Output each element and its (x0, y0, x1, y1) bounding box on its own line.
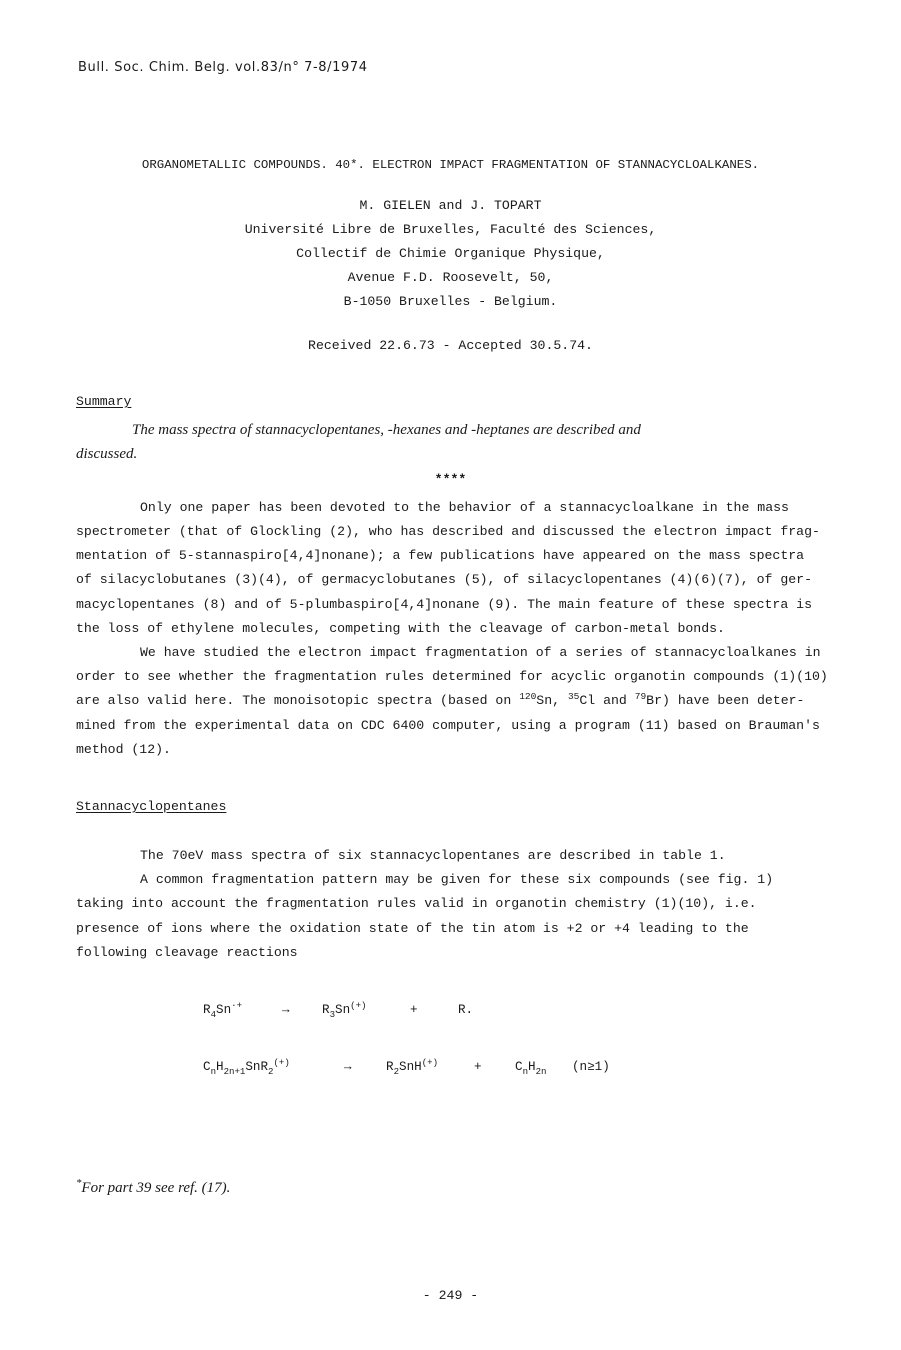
text-run: are also valid here. The monoisotopic spectra (based on (76, 693, 520, 708)
body-line: order to see whether the fragmentation rules determined for acyclic organotin compounds (1)(10) (76, 669, 828, 684)
summary-text: discussed. (76, 446, 138, 462)
summary-text: The mass spectra of stannacyclopentanes, -hexanes and -heptanes are described and (132, 422, 641, 438)
body-line: A common fragmentation pattern may be given for these six compounds (see fig. 1) (140, 872, 774, 887)
received-dates: Received 22.6.73 - Accepted 30.5.74. (308, 338, 593, 353)
body-line: mined from the experimental data on CDC 6400 computer, using a program (11) based on Brauman's (76, 718, 820, 733)
body-line: taking into account the fragmentation rules valid in organotin chemistry (1)(10), i.e. (76, 896, 757, 911)
eq2-arrow: → (344, 1060, 352, 1074)
affiliation-line: Avenue F.D. Roosevelt, 50, (347, 270, 554, 285)
body-line: macyclopentanes (8) and of 5-plumbaspiro[4,4]nonane (9). The main feature of these spectra is (76, 597, 812, 612)
eq1-reactant: $R_4Sn^{\cdot+}$ (203, 1000, 243, 1020)
eq2-reactant: $C_nH_{2n+1}SnR_2^{(+)}$ (203, 1057, 290, 1077)
body-line: We have studied the electron impact fragmentation of a series of stannacycloalkanes in (140, 645, 821, 660)
journal-citation: Bull. Soc. Chim. Belg. vol.83/n° 7-8/1974 (78, 60, 368, 75)
body-line: mentation of 5-stannaspiro[4,4]nonane); a few publications have appeared on the mass spectra (76, 548, 805, 563)
text-run: Sn, (536, 693, 568, 708)
eq1-product: $R_3Sn^{(+)}$ (322, 1000, 367, 1020)
affiliation-line: Université Libre de Bruxelles, Faculté des Sciences, (244, 222, 657, 237)
summary-heading: Summary (76, 394, 132, 409)
eq2-condition: (n≥1) (572, 1060, 610, 1074)
footnote-text: For part 39 see ref. (17). (81, 1180, 231, 1196)
body-line: spectrometer (that of Glockling (2), who has described and discussed the electron impact frag- (76, 524, 820, 539)
body-line: the loss of ethylene molecules, competing with the cleavage of carbon-metal bonds. (76, 621, 725, 636)
isotope-mass: 35 (567, 690, 580, 702)
section-heading: Stannacyclopentanes (76, 799, 227, 814)
eq2-alkene: $C_nH_{2n}$ (515, 1060, 547, 1077)
eq2-product: $R_2SnH^{(+)}$ (386, 1057, 439, 1077)
page-number: - 249 - (422, 1288, 479, 1303)
authors: M. GIELEN and J. TOPART (359, 198, 542, 213)
separator-stars: **** (434, 472, 467, 487)
paper-title: ORGANOMETALLIC COMPOUNDS. 40*. ELECTRON IMPACT FRAGMENTATION OF STANNACYCLOALKANES. (141, 158, 760, 172)
body-line: Only one paper has been devoted to the behavior of a stannacycloalkane in the mass (140, 500, 789, 515)
isotope-mass: 79 (634, 690, 647, 702)
affiliation-line: Collectif de Chimie Organique Physique, (296, 246, 605, 261)
isotope-mass: 120 (519, 690, 537, 702)
affiliation-line: B-1050 Bruxelles - Belgium. (343, 294, 558, 309)
body-line: presence of ions where the oxidation state of the tin atom is +2 or +4 leading to the (76, 921, 749, 936)
body-line (76, 690, 805, 708)
eq2-plus: + (474, 1060, 482, 1074)
footnote-mark: * (76, 1177, 82, 1190)
body-line: method (12). (76, 742, 171, 757)
body-line: The 70eV mass spectra of six stannacyclopentanes are described in table 1. (140, 848, 726, 863)
eq1-radical: R. (458, 1003, 474, 1017)
eq1-arrow: → (282, 1003, 290, 1017)
eq1-plus: + (410, 1003, 418, 1017)
text-run: Cl and (579, 693, 635, 708)
body-line: of silacyclobutanes (3)(4), of germacyclobutanes (5), of silacyclopentanes (4)(6)(7), of ger- (76, 572, 812, 587)
text-run: Br) have been deter- (646, 693, 805, 708)
body-line: following cleavage reactions (76, 945, 298, 960)
footnote (76, 1177, 231, 1197)
